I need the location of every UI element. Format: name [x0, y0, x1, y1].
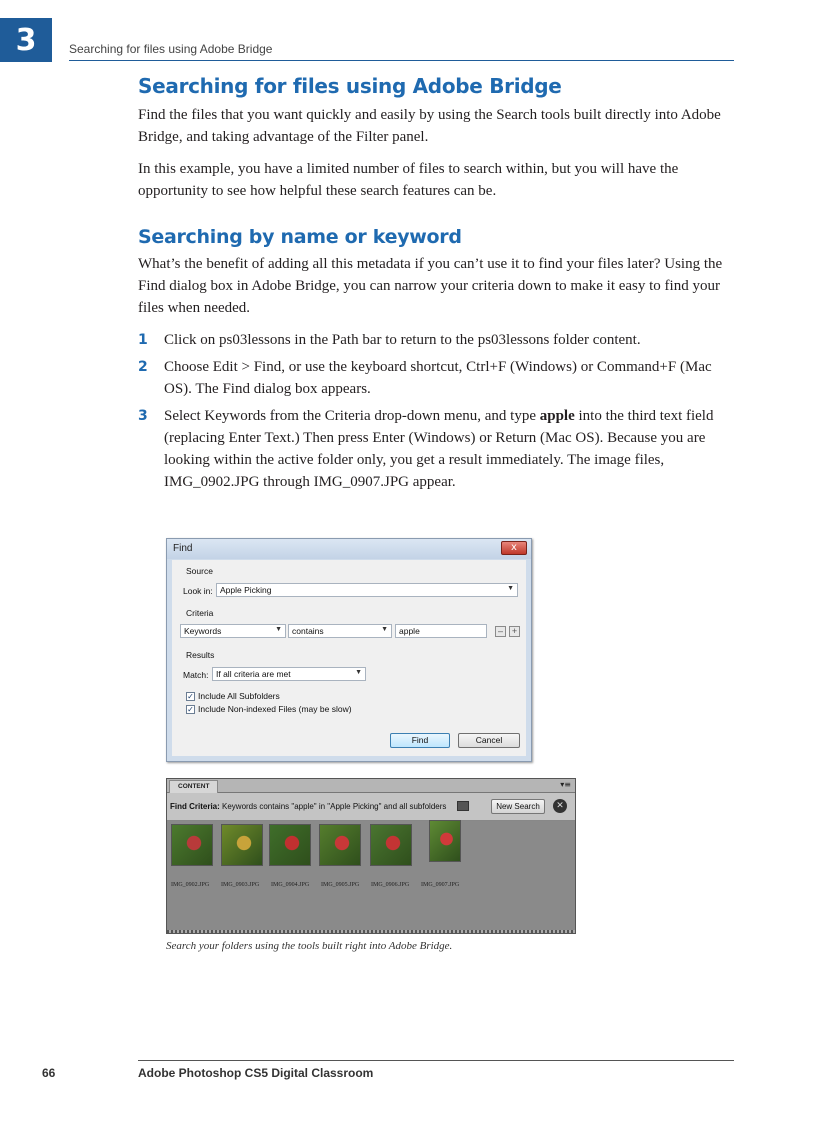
step-number: 1: [138, 332, 148, 348]
match-select[interactable]: [212, 667, 366, 681]
page-number: 66: [42, 1066, 56, 1080]
dialog-body: [172, 560, 526, 756]
thumbnail-label: IMG_0907.JPG: [421, 882, 460, 888]
book-title: Adobe Photoshop CS5 Digital Classroom: [138, 1066, 374, 1080]
thumbnail-grid: [167, 822, 575, 892]
bridge-content-panel: [166, 778, 576, 934]
look-in-select[interactable]: [216, 583, 518, 597]
step-text: Click on ps03lessons in the Path bar to return to the ps03lessons folder content.: [164, 332, 641, 348]
criteria-value-input[interactable]: [395, 624, 487, 638]
step-bold-term: apple: [539, 408, 575, 424]
chapter-number-tab: [0, 18, 52, 62]
add-criteria-button[interactable]: +: [509, 626, 520, 637]
step-text-after: into the third text field (replacing Enter Text.) Then press Enter (Windows) or Return (Mac OS). Because you are looking within the active folder only, you get a result immediately. The image files, IMG_0902.JPG through IMG_0907.JPG appear.: [164, 408, 714, 490]
criteria-label: Criteria: [186, 608, 214, 618]
step-3: [138, 405, 728, 493]
header-rule: [69, 60, 734, 61]
thumbnail-image[interactable]: [319, 824, 361, 866]
thumbnail-image[interactable]: [370, 824, 412, 866]
criteria-operator-value: contains: [292, 626, 324, 636]
step-number: 2: [138, 359, 148, 375]
chevron-down-icon: ▼: [381, 626, 388, 633]
find-button[interactable]: Find: [390, 733, 450, 748]
step-1: [138, 329, 728, 351]
running-head: Searching for files using Adobe Bridge: [69, 42, 273, 56]
chapter-number: 3: [15, 22, 37, 58]
thumbnail-label: IMG_0905.JPG: [321, 882, 360, 888]
results-label: Results: [186, 650, 215, 660]
include-nonindexed-label: Include Non-indexed Files (may be slow): [198, 704, 352, 714]
section-title: Searching for files using Adobe Bridge: [138, 74, 562, 98]
step-list: [138, 329, 728, 493]
section-paragraph-2: In this example, you have a limited number of files to search within, but you will have the opportunity to see how helpful these search features can be.: [138, 161, 679, 199]
criteria-field-select[interactable]: [180, 624, 286, 638]
checkmark-icon: ✓: [187, 704, 194, 714]
criteria-operator-select[interactable]: [288, 624, 392, 638]
look-in-label: Look in:: [183, 586, 213, 596]
panel-bottom-edge: [167, 930, 575, 933]
find-criteria-bar: [167, 793, 575, 821]
panel-tabbar: [167, 779, 575, 793]
include-nonindexed-checkbox[interactable]: [186, 704, 352, 714]
dialog-titlebar: [167, 539, 531, 559]
thumbnail-image[interactable]: [221, 824, 263, 866]
source-label: Source: [186, 566, 213, 576]
checkmark-icon: ✓: [187, 691, 194, 701]
thumbnail-image[interactable]: [269, 824, 311, 866]
chevron-down-icon: ▼: [355, 669, 362, 676]
thumbnail-label: IMG_0902.JPG: [171, 882, 210, 888]
panel-menu-icon[interactable]: ▾≡: [560, 780, 571, 789]
cancel-button[interactable]: Cancel: [458, 733, 520, 748]
subsection-paragraph: What’s the benefit of adding all this metadata if you can’t use it to find your files later? Using the Find dialog box in Adobe Bridge, you can narrow your criteria down to make it easy to find your files when needed.: [138, 256, 723, 316]
find-criteria-text: [170, 802, 446, 811]
include-subfolders-label: Include All Subfolders: [198, 691, 280, 701]
chevron-down-icon: ▼: [507, 585, 514, 592]
chevron-down-icon: ▼: [275, 626, 282, 633]
thumbnail-image[interactable]: [429, 820, 461, 862]
subsection-title: Searching by name or keyword: [138, 226, 462, 248]
thumbnail-label: IMG_0906.JPG: [371, 882, 410, 888]
criteria-field-value: Keywords: [184, 626, 222, 636]
save-search-icon[interactable]: [457, 801, 469, 811]
thumbnail-label: IMG_0903.JPG: [221, 882, 260, 888]
tab-content[interactable]: CONTENT: [169, 780, 218, 793]
match-label: Match:: [183, 670, 209, 680]
main-content: [138, 74, 728, 498]
remove-criteria-button[interactable]: –: [495, 626, 506, 637]
find-dialog: [166, 538, 532, 762]
include-subfolders-checkbox[interactable]: [186, 691, 280, 701]
look-in-value: Apple Picking: [220, 585, 272, 595]
step-text-before: Select Keywords from the Criteria drop-down menu, and type: [164, 408, 540, 424]
thumbnail-label: IMG_0904.JPG: [271, 882, 310, 888]
new-search-button[interactable]: New Search: [491, 799, 545, 814]
find-criteria-prefix: Find Criteria:: [170, 802, 220, 811]
thumbnail-image[interactable]: [171, 824, 213, 866]
match-value: If all criteria are met: [216, 669, 291, 679]
step-number: 3: [138, 408, 148, 424]
footer-rule: [138, 1060, 734, 1061]
step-text: Choose Edit > Find, or use the keyboard shortcut, Ctrl+F (Windows) or Command+F (Mac OS). The Find dialog box appears.: [164, 359, 712, 397]
close-search-icon[interactable]: ✕: [553, 799, 567, 813]
dialog-title: Find: [173, 543, 193, 554]
section-paragraph-1: Find the files that you want quickly and easily by using the Search tools built directly into Adobe Bridge, and taking advantage of the Filter panel.: [138, 107, 721, 145]
criteria-value-text: apple: [399, 626, 420, 636]
step-2: [138, 356, 728, 400]
figure-caption: Search your folders using the tools built right into Adobe Bridge.: [166, 940, 453, 952]
find-criteria-value: Keywords contains "apple" in "Apple Picking" and all subfolders: [219, 802, 447, 811]
close-icon[interactable]: x: [501, 541, 527, 555]
